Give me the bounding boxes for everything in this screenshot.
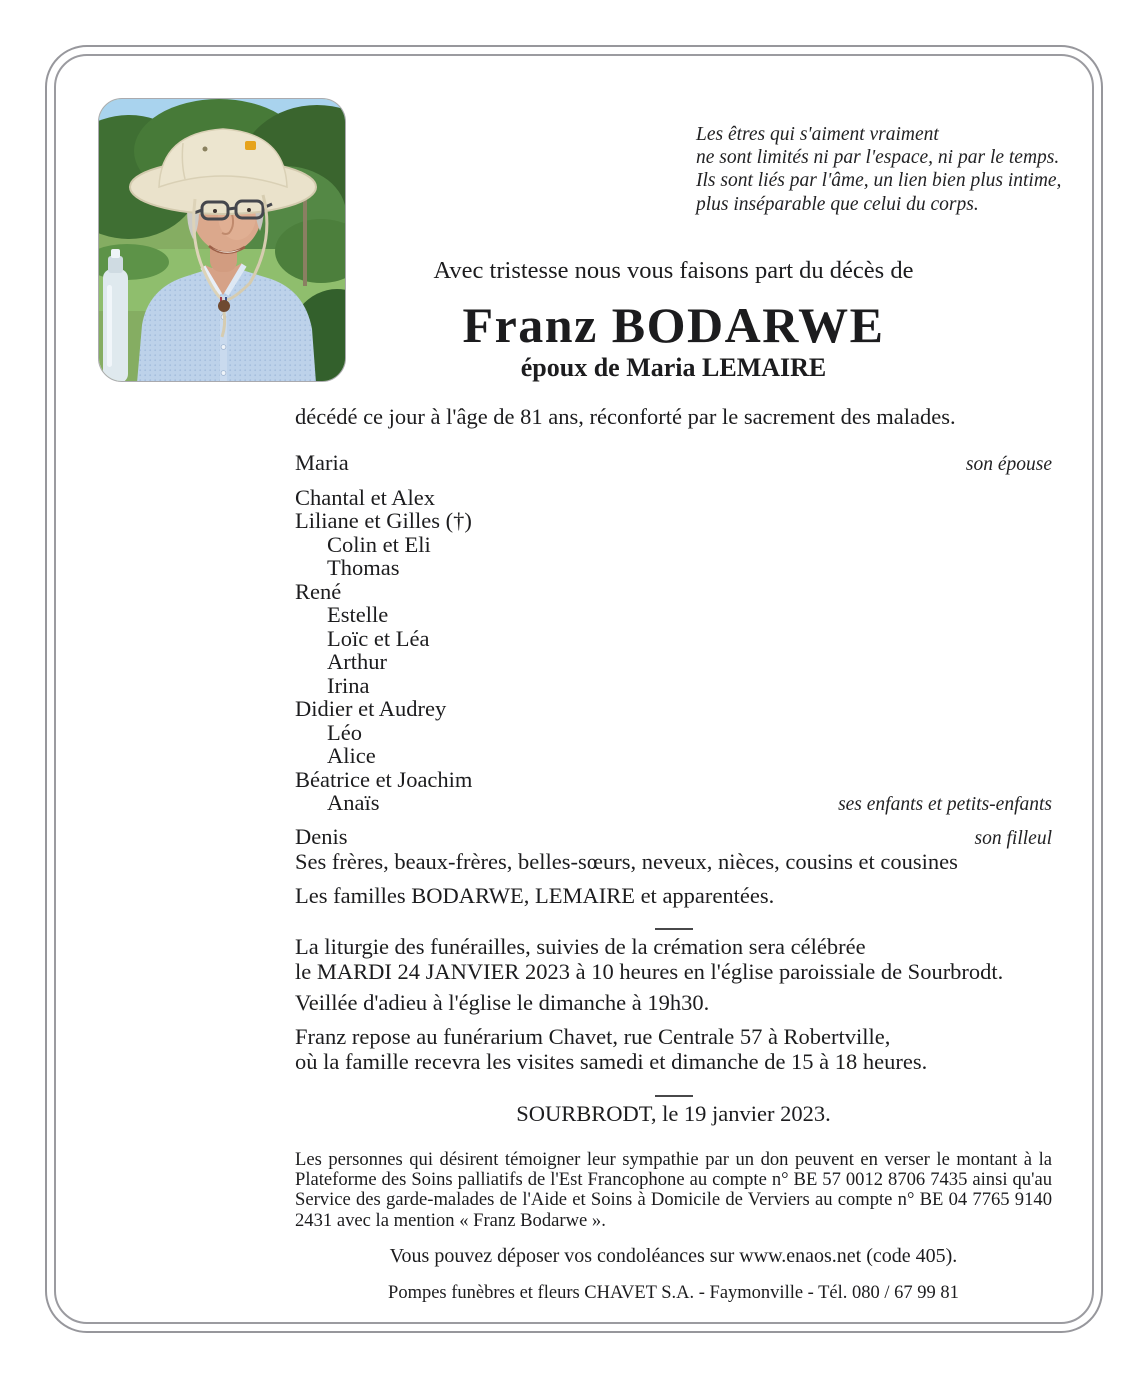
quote-line: ne sont limités ni par l'espace, ni par le temps. [696, 147, 1060, 169]
family-role: ses enfants et petits-enfants [838, 794, 1052, 815]
family-role: son épouse [965, 454, 1052, 475]
quote-line: plus inséparable que celui du corps. [696, 193, 979, 215]
families-line: Les familles BODARWE, LEMAIRE et apparentées. [295, 883, 775, 908]
family-row [295, 603, 1052, 627]
family-row [295, 791, 1052, 817]
liturgy-block [295, 935, 1052, 984]
family-row [295, 650, 1052, 674]
family-row [295, 627, 1052, 651]
quote-line: Les êtres qui s'aiment vraiment [696, 124, 939, 145]
family-member-name: Colin et Eli [327, 531, 431, 557]
family-member-name: Chantal et Alex [295, 484, 435, 510]
family-list [295, 451, 1052, 850]
family-row [295, 697, 1052, 721]
family-member-name: Léo [327, 719, 362, 745]
memorial-quote [696, 123, 1066, 216]
family-row [295, 744, 1052, 768]
family-member-name: Loïc et Léa [327, 625, 430, 651]
family-row [295, 509, 1052, 533]
family-member-name: Didier et Audrey [295, 696, 447, 721]
family-member-name: Irina [327, 672, 370, 698]
quote-line: Ils sont liés par l'âme, un lien bien plus intime, [696, 170, 1062, 192]
section-divider [295, 1095, 1052, 1097]
announcement-intro: Avec tristesse nous vous faisons part du décès de [433, 257, 914, 284]
family-row [295, 674, 1052, 698]
family-role: son filleul [974, 827, 1052, 849]
family-row [295, 825, 1052, 851]
family-member-name: Béatrice et Joachim [295, 766, 473, 792]
family-member-name: Anaïs [327, 790, 380, 815]
family-row [295, 533, 1052, 557]
liturgy-line: le MARDI 24 JANVIER 2023 à 10 heures en l'église paroissiale de Sourbrodt. [295, 958, 1004, 984]
family-row [295, 451, 1052, 477]
repose-line: où la famille recevra les visites samedi et dimanche de 15 à 18 heures. [295, 1049, 928, 1074]
family-member-name: Alice [327, 743, 376, 768]
funeral-home-line: Pompes funèbres et fleurs CHAVET S.A. - Faymonville - Tél. 080 / 67 99 81 [388, 1283, 959, 1303]
family-member-name: Denis [295, 823, 348, 849]
family-member-name: Estelle [327, 602, 389, 627]
condolences-line: Vous pouvez déposer vos condoléances sur www.enaos.net (code 405). [389, 1245, 958, 1267]
vigil-line: Veillée d'adieu à l'église le dimanche à 19h30. [295, 990, 710, 1015]
family-member-name: Arthur [327, 649, 387, 674]
relatives-line: Ses frères, beaux-frères, belles-sœurs, neveux, nièces, cousins et cousines [295, 849, 958, 874]
family-row [295, 486, 1052, 510]
repose-block [295, 1024, 1052, 1074]
dateline: SOURBRODT, le 19 janvier 2023. [516, 1101, 831, 1126]
family-row [295, 721, 1052, 745]
donation-paragraph: Les personnes qui désirent témoigner leur sympathie par un don peuvent en verser le montant à la Plateforme des Soins palliatifs de l'Est Francophone au compte n° BE 57 0012 8706 7435 ainsi qu'au Service des garde-malades de l'Aide et Soins à Domicile de Verviers au compte n° BE 04 7765 9140 2431 avec la mention « Franz Bodarwe ». [295, 1149, 1052, 1231]
deceased-name: Franz BODARWE [462, 297, 885, 353]
family-row [295, 768, 1052, 792]
family-member-name: René [295, 578, 342, 604]
liturgy-line: La liturgie des funérailles, suivies de la crémation sera célébrée [295, 934, 866, 959]
repose-line: Franz repose au funérarium Chavet, rue Centrale 57 à Robertville, [295, 1024, 891, 1049]
spouse-line: époux de Maria LEMAIRE [520, 353, 827, 382]
family-member-name: Maria [295, 450, 349, 475]
death-line: décédé ce jour à l'âge de 81 ans, réconforté par le sacrement des malades. [295, 404, 956, 429]
section-divider [295, 928, 1052, 930]
family-member-name: Liliane et Gilles (†) [295, 508, 472, 533]
family-member-name: Thomas [327, 555, 400, 580]
family-row [295, 556, 1052, 580]
family-row [295, 580, 1052, 604]
